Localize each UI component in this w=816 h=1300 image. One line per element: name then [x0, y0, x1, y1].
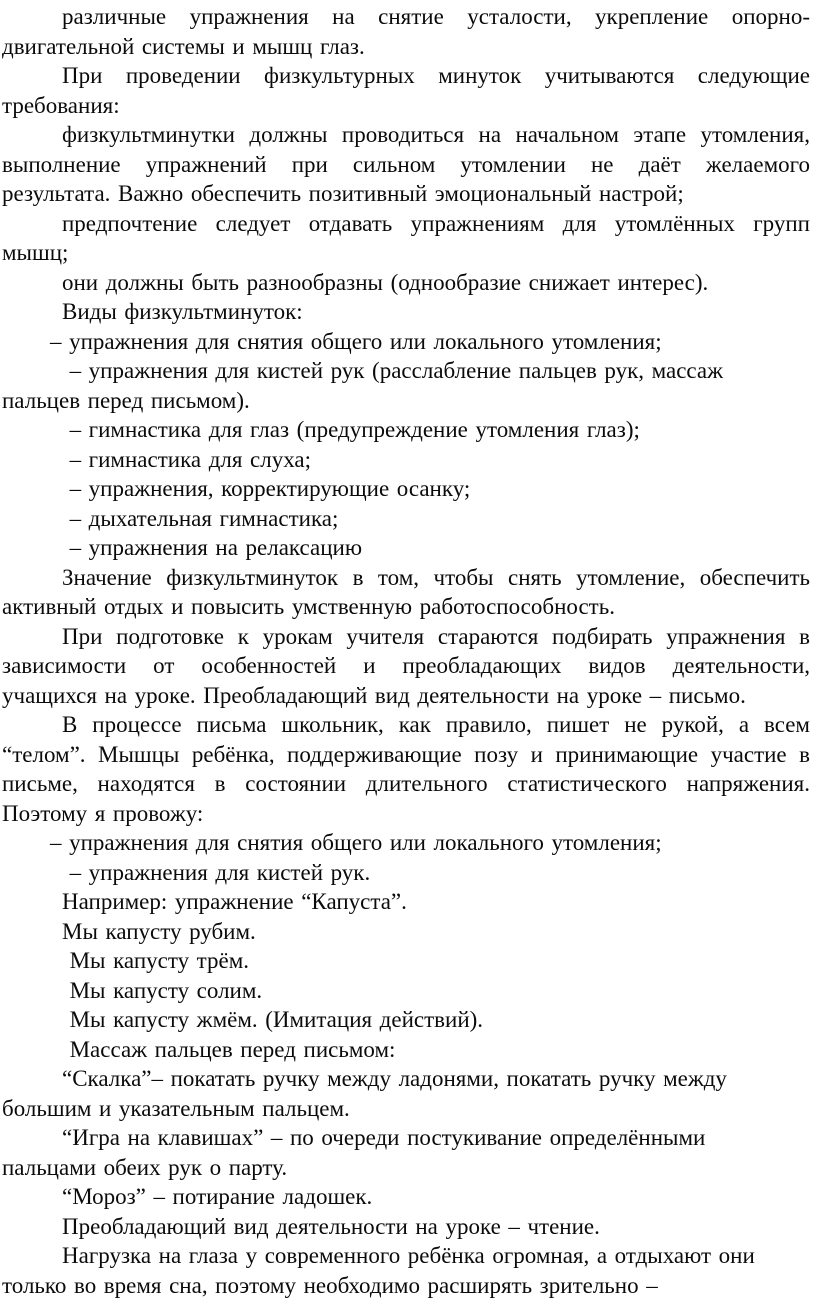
text-line: “Игра на клавишах” – по очереди постукивание определёнными — [2, 1123, 810, 1153]
text-line: Преобладающий вид деятельности на уроке – чтение. — [2, 1212, 810, 1242]
text-line: требования: — [2, 91, 810, 121]
text-line: двигательной системы и мышц глаз. — [2, 32, 810, 62]
text-line: При проведении физкультурных минуток учитываются следующие — [2, 61, 810, 91]
paragraph — [2, 710, 810, 828]
text-line: Значение физкультминуток в том, чтобы снять утомление, обеспечить — [2, 563, 810, 593]
paragraph — [2, 828, 810, 858]
text-line: Мы капусту трём. — [2, 946, 810, 976]
text-line: Мы капусту рубим. — [2, 917, 810, 947]
text-line: “Скалка”– покатать ручку между ладонями, покатать ручку между — [2, 1064, 810, 1094]
text-line: – гимнастика для слуха; — [2, 445, 810, 475]
paragraph — [2, 887, 810, 917]
paragraph — [2, 1035, 810, 1065]
paragraph — [2, 474, 810, 504]
text-line: пальцев перед письмом). — [2, 386, 810, 416]
paragraph — [2, 297, 810, 327]
text-line: они должны быть разнообразны (однообразие снижает интерес). — [2, 268, 810, 298]
paragraph — [2, 976, 810, 1006]
text-line: Мы капусту солим. — [2, 976, 810, 1006]
paragraph — [2, 858, 810, 888]
text-line: – упражнения для кистей рук (расслабление пальцев рук, массаж — [2, 356, 810, 386]
paragraph — [2, 415, 810, 445]
text-line: “Мороз” – потирание ладошек. — [2, 1182, 810, 1212]
paragraph — [2, 209, 810, 268]
text-line: результата. Важно обеспечить позитивный эмоциональный настрой; — [2, 179, 810, 209]
paragraph — [2, 1064, 810, 1123]
text-line: различные упражнения на снятие усталости, укрепление опорно- — [2, 2, 810, 32]
paragraph — [2, 1005, 810, 1035]
text-line: Массаж пальцев перед письмом: — [2, 1035, 810, 1065]
paragraph — [2, 268, 810, 298]
text-line: учащихся на уроке. Преобладающий вид деятельности на уроке – письмо. — [2, 681, 810, 711]
text-line: – упражнения для кистей рук. — [2, 858, 810, 888]
paragraph — [2, 946, 810, 976]
text-line: активный отдых и повысить умственную работоспособность. — [2, 592, 810, 622]
text-line: Например: упражнение “Капуста”. — [2, 887, 810, 917]
text-line: В процессе письма школьник, как правило, пишет не рукой, а всем — [2, 710, 810, 740]
text-line: большим и указательным пальцем. — [2, 1094, 810, 1124]
text-line: “телом”. Мышцы ребёнка, поддерживающие позу и принимающие участие в — [2, 740, 810, 770]
paragraph — [2, 61, 810, 120]
text-line: – упражнения для снятия общего или локального утомления; — [2, 327, 810, 357]
paragraph — [2, 1123, 810, 1182]
text-line: Поэтому я провожу: — [2, 799, 810, 829]
paragraph — [2, 445, 810, 475]
text-line: пальцами обеих рук о парту. — [2, 1153, 810, 1183]
paragraph — [2, 1182, 810, 1212]
text-line: физкультминутки должны проводиться на начальном этапе утомления, — [2, 120, 810, 150]
text-line: мышц; — [2, 238, 810, 268]
text-line: – упражнения, корректирующие осанку; — [2, 474, 810, 504]
paragraph — [2, 2, 810, 61]
paragraph — [2, 1212, 810, 1242]
text-line: – упражнения для снятия общего или локального утомления; — [2, 828, 810, 858]
text-line: – гимнастика для глаз (предупреждение утомления глаз); — [2, 415, 810, 445]
paragraph — [2, 1241, 810, 1300]
text-line: только во время сна, поэтому необходимо расширять зрительно – — [2, 1271, 810, 1300]
text-line: выполнение упражнений при сильном утомлении не даёт желаемого — [2, 150, 810, 180]
text-line: – дыхательная гимнастика; — [2, 504, 810, 534]
text-line: предпочтение следует отдавать упражнениям для утомлённых групп — [2, 209, 810, 239]
paragraph — [2, 533, 810, 563]
text-line: – упражнения на релаксацию — [2, 533, 810, 563]
text-line: При подготовке к урокам учителя стараются подбирать упражнения в — [2, 622, 810, 652]
text-line: письме, находятся в состоянии длительного статистического напряжения. — [2, 769, 810, 799]
paragraph — [2, 563, 810, 622]
paragraph — [2, 356, 810, 415]
paragraph — [2, 917, 810, 947]
paragraph — [2, 622, 810, 711]
paragraph — [2, 120, 810, 209]
paragraph — [2, 504, 810, 534]
paragraph — [2, 327, 810, 357]
text-line: Нагрузка на глаза у современного ребёнка огромная, а отдыхают они — [2, 1241, 810, 1271]
text-line: зависимости от особенностей и преобладающих видов деятельности, — [2, 651, 810, 681]
text-line: Виды физкультминуток: — [2, 297, 810, 327]
text-line: Мы капусту жмём. (Имитация действий). — [2, 1005, 810, 1035]
